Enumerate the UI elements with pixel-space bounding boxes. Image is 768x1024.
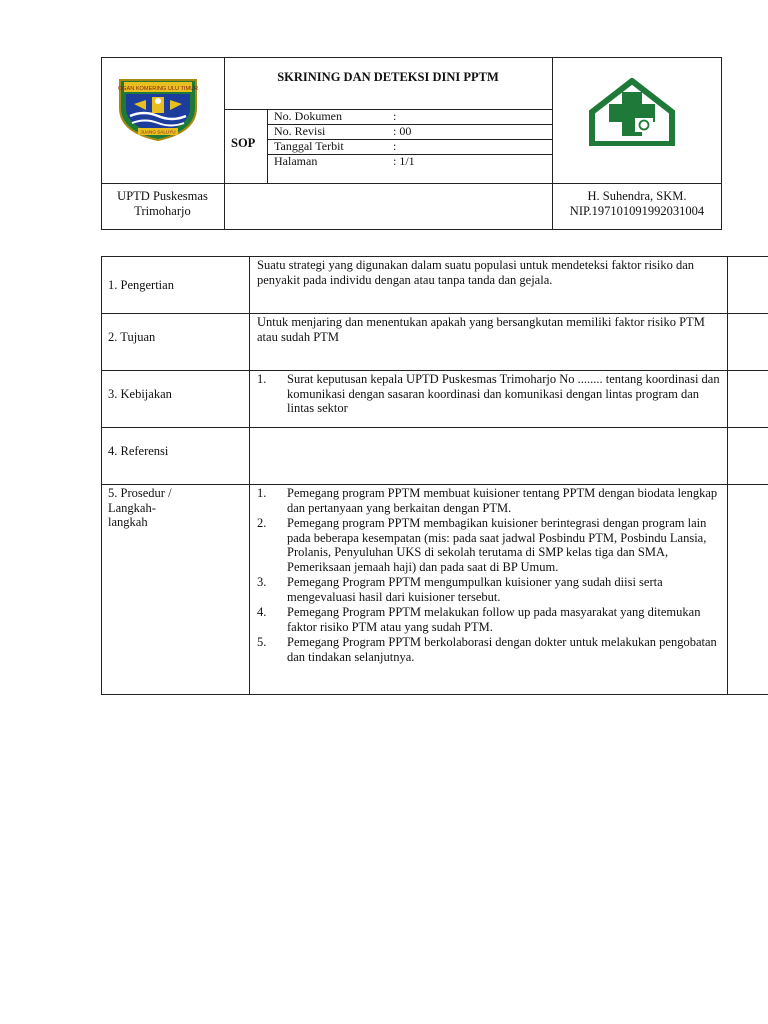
section-label-line: Langkah-	[108, 500, 156, 515]
meta-value-revision: : 00	[393, 124, 412, 138]
body-divider	[101, 370, 768, 371]
section-label-line: langkah	[108, 515, 148, 529]
body-divider	[727, 256, 728, 695]
section-label-policy: 3. Kebijakan	[108, 387, 172, 401]
list-item-text: Pemegang Program PPTM melakukan follow up pada masyarakat yang ditemukan faktor risiko PTM atau yang sudah PTM.	[287, 605, 701, 634]
organization-line1: UPTD Puskesmas	[117, 189, 208, 203]
list-item	[257, 372, 725, 416]
meta-value-doc-number: :	[393, 109, 397, 123]
section-label-procedure	[108, 486, 172, 530]
list-item-number: 5.	[257, 635, 267, 649]
organization-name	[101, 189, 224, 218]
section-label-purpose: 2. Tujuan	[108, 330, 156, 344]
body-divider	[101, 313, 768, 314]
list-item	[257, 605, 727, 634]
section-text-definition: Suatu strategi yang digunakan dalam suatu populasi untuk mendeteksi faktor risiko dan penyakit pada individu dengan atau tanpa tanda dan gejala.	[257, 258, 695, 287]
procedure-list	[257, 486, 727, 665]
section-label-line: 5. Prosedur /	[108, 486, 172, 500]
meta-label-doc-number: No. Dokumen	[274, 109, 342, 123]
list-item-number: 2.	[257, 516, 267, 530]
list-item-number: 1.	[257, 486, 267, 500]
list-item-text: Pemegang program PPTM membuat kuisioner tentang PPTM dengan biodata lengkap dan pertanyaan yang berkaitan dengan PTM.	[287, 486, 718, 515]
body-divider	[101, 484, 768, 485]
list-item-number: 1.	[257, 372, 267, 386]
meta-label-page: Halaman	[274, 154, 318, 168]
emblem-motto: JUANG SALUYU	[140, 129, 176, 135]
emblem-text: OGAN KOMERING ULU TIMUR	[117, 86, 199, 92]
list-item-text: Pemegang Program PPTM mengumpulkan kuisioner yang sudah diisi serta mengevaluasi hasil dari kuisioner tersebut.	[287, 575, 663, 604]
organization-line2: Trimoharjo	[134, 203, 191, 218]
body-divider	[101, 256, 102, 695]
meta-value-issue-date: :	[393, 139, 397, 153]
signer-name: H. Suhendra, SKM.	[587, 189, 687, 203]
meta-label-revision: No. Revisi	[274, 124, 326, 138]
signer-nip: NIP.197101091992031004	[569, 203, 705, 218]
list-item-number: 4.	[257, 605, 267, 619]
header-divider	[267, 109, 268, 184]
sop-label: SOP	[231, 136, 256, 150]
body-divider	[101, 427, 768, 428]
section-text-purpose: Untuk menjaring dan menentukan apakah yang bersangkutan memiliki faktor risiko PTM atau sudah PTM	[257, 315, 705, 344]
meta-label-issue-date: Tanggal Terbit	[274, 139, 344, 153]
meta-value-page: : 1/1	[393, 154, 415, 168]
body-divider	[101, 256, 768, 257]
list-item-number: 3.	[257, 575, 267, 589]
body-divider	[249, 256, 250, 695]
policy-list	[257, 372, 725, 417]
body-divider	[101, 694, 768, 695]
section-label-definition: 1. Pengertian	[108, 278, 174, 292]
list-item-text: Surat keputusan kepala UPTD Puskesmas Trimoharjo No ........ tentang koordinasi dan komunikasi dengan sasaran koordinasi dan komunikasi dengan lintas program dan lintas sektor	[287, 372, 720, 415]
regional-emblem-logo	[116, 74, 200, 142]
document-title: SKRINING DAN DETEKSI DINI PPTM	[277, 70, 499, 84]
signer-block	[552, 189, 722, 218]
list-item	[257, 516, 727, 574]
list-item	[257, 486, 727, 515]
list-item-text: Pemegang Program PPTM berkolaborasi dengan dokter untuk melakukan pengobatan dan tindakan selanjutnya.	[287, 635, 717, 664]
list-item	[257, 635, 727, 664]
section-label-reference: 4. Referensi	[108, 444, 169, 458]
puskesmas-logo	[589, 78, 675, 146]
list-item	[257, 575, 727, 604]
header-divider	[101, 183, 722, 184]
list-item-text: Pemegang program PPTM membagikan kuisioner berintegrasi dengan program lain pada beberapa kesempatan (mis: pada saat jadwal Posbindu PTM, Posbindu Lansia, Prolanis, Penyuluhan UKS di sekolah terutama di SMP kelas tiga dan SMA, Pemeriksaan jemaah haji) dan pada saat di BP Umum.	[287, 516, 707, 574]
